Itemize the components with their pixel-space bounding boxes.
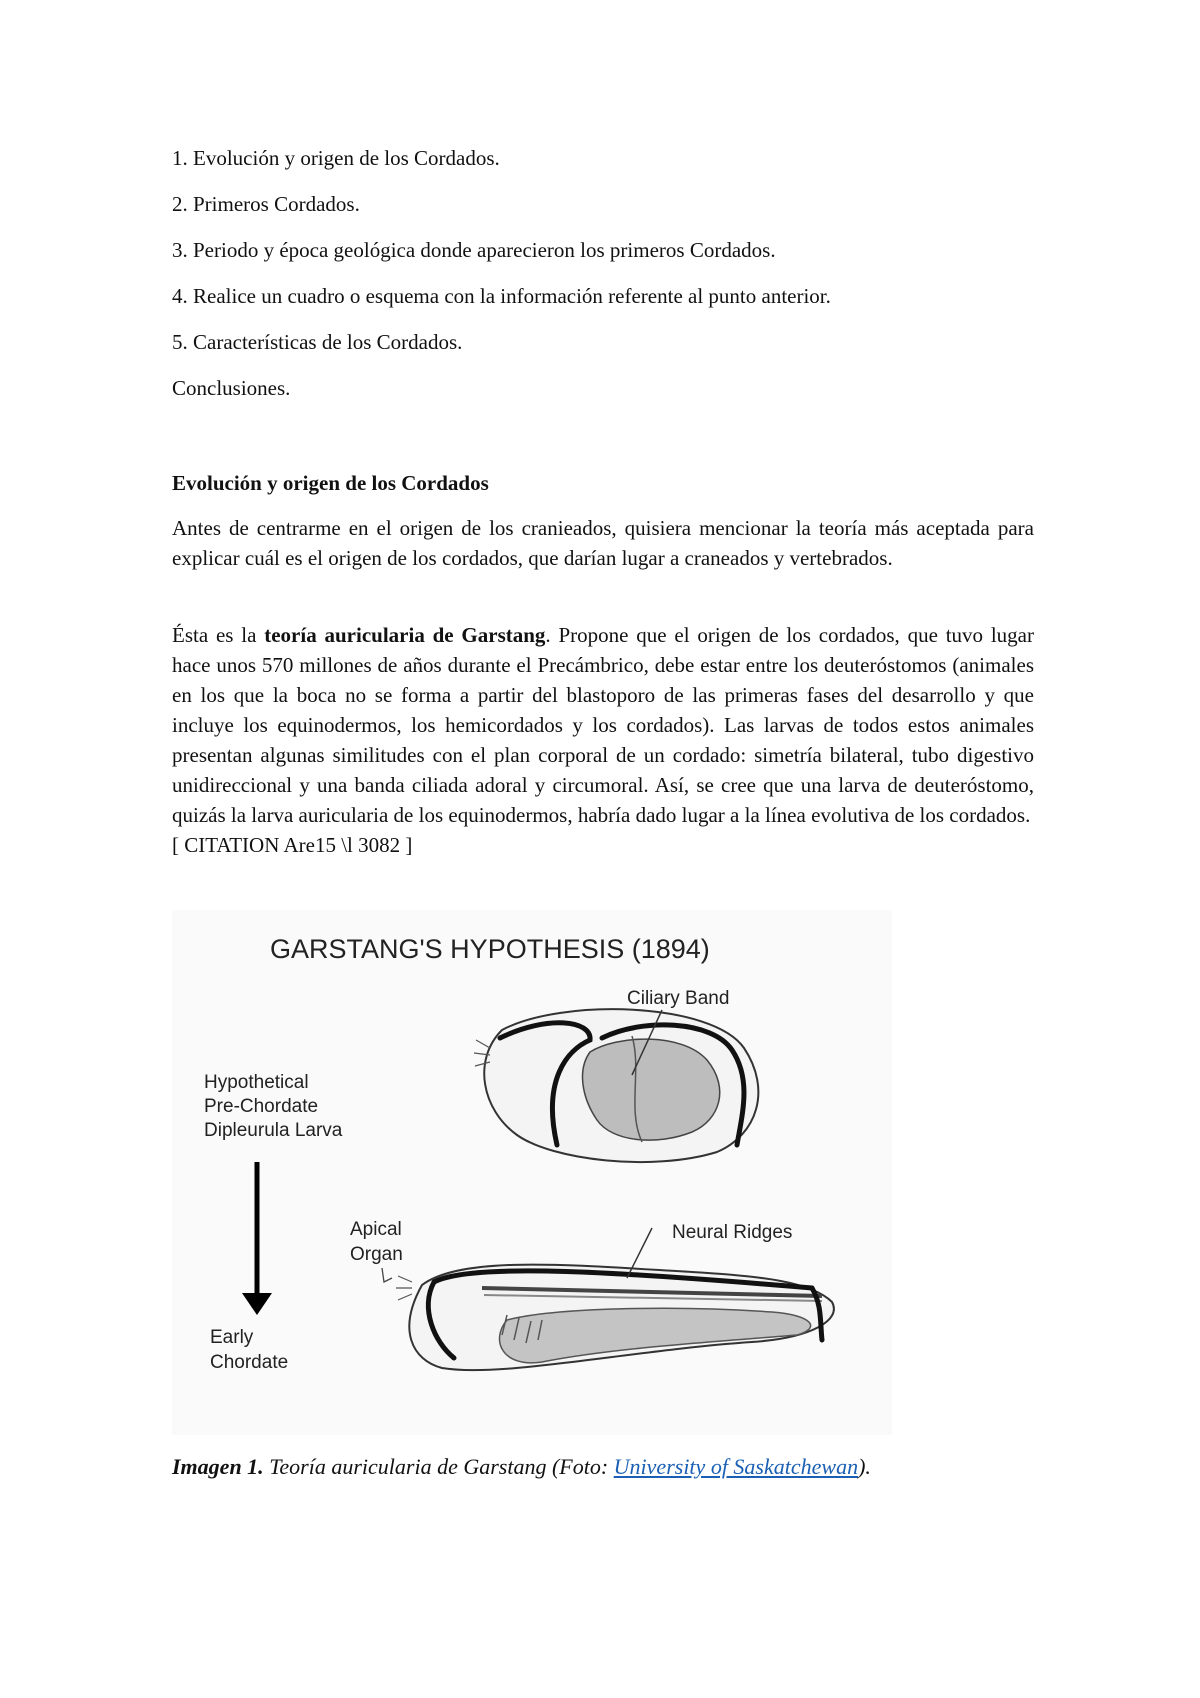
paragraph-intro: Antes de centrarme en el origen de los cranieados, quisiera mencionar la teoría más aceptada para explicar cuál es el origen de los cordados, que darían lugar a craneados y vertebrados. [172, 516, 1034, 570]
early-chordate-drawing [396, 1228, 834, 1370]
section-heading: Evolución y origen de los Cordados [172, 471, 489, 495]
paragraph-prefix: Ésta es la [172, 623, 265, 647]
label-hypothetical: Hypothetical [204, 1072, 309, 1093]
figure-caption [172, 1452, 871, 1482]
caption-text: Teoría auricularia de Garstang (Foto: [263, 1454, 614, 1479]
label-early: Early [210, 1327, 254, 1348]
paragraph-garstang [172, 620, 1034, 860]
dipleurula-larva-drawing [474, 1009, 758, 1162]
garstang-figure [172, 910, 892, 1435]
arrow-down-icon [242, 1162, 272, 1315]
label-ciliary-band: Ciliary Band [627, 988, 730, 1009]
paragraph-body: . Propone que el origen de los cordados, que tuvo lugar hace unos 570 millones de años durante el Precámbrico, debe estar entre los deuteróstomos (animales en los que la boca no se forma a partir del blastoporo de las primeras fases del desarrollo y que incluye los equinodermos, los hemicordados y los cordados). Las larvas de todos estos animales presentan algunas similitudes con el plan corporal de un cordado: simetría bilateral, tubo digestivo unidireccional y una banda ciliada adoral y circumoral. Así, se cree que una larva de deuteróstomo, quizás la larva auricularia de los equinodermos, habría dado lugar a la línea evolutiva de los cordados. [172, 623, 1034, 827]
garstang-diagram [172, 910, 892, 1435]
label-dipleurula-larva: Dipleurula Larva [204, 1120, 343, 1141]
table-of-contents [172, 143, 1052, 419]
label-neural-ridges: Neural Ridges [672, 1222, 793, 1243]
theory-name: teoría auricularia de Garstang [264, 623, 546, 647]
toc-item: 3. Periodo y época geológica donde aparecieron los primeros Cordados. [172, 238, 776, 262]
label-apical: Apical [350, 1219, 402, 1240]
label-chordate: Chordate [210, 1352, 289, 1373]
citation: [ CITATION Are15 \l 3082 ] [172, 833, 413, 857]
apical-pointer-icon [382, 1268, 392, 1282]
toc-item: 5. Características de los Cordados. [172, 330, 463, 354]
toc-item: 1. Evolución y origen de los Cordados. [172, 146, 500, 170]
toc-item: Conclusiones. [172, 376, 291, 400]
figure-title: GARSTANG'S HYPOTHESIS (1894) [270, 934, 710, 964]
toc-item: 2. Primeros Cordados. [172, 192, 360, 216]
caption-end: ). [858, 1454, 871, 1479]
label-pre-chordate: Pre-Chordate [204, 1096, 319, 1117]
toc-item: 4. Realice un cuadro o esquema con la información referente al punto anterior. [172, 284, 831, 308]
source-link[interactable]: University of Saskatchewan [613, 1454, 859, 1479]
caption-label: Imagen 1. [172, 1454, 264, 1479]
label-organ: Organ [350, 1244, 403, 1265]
